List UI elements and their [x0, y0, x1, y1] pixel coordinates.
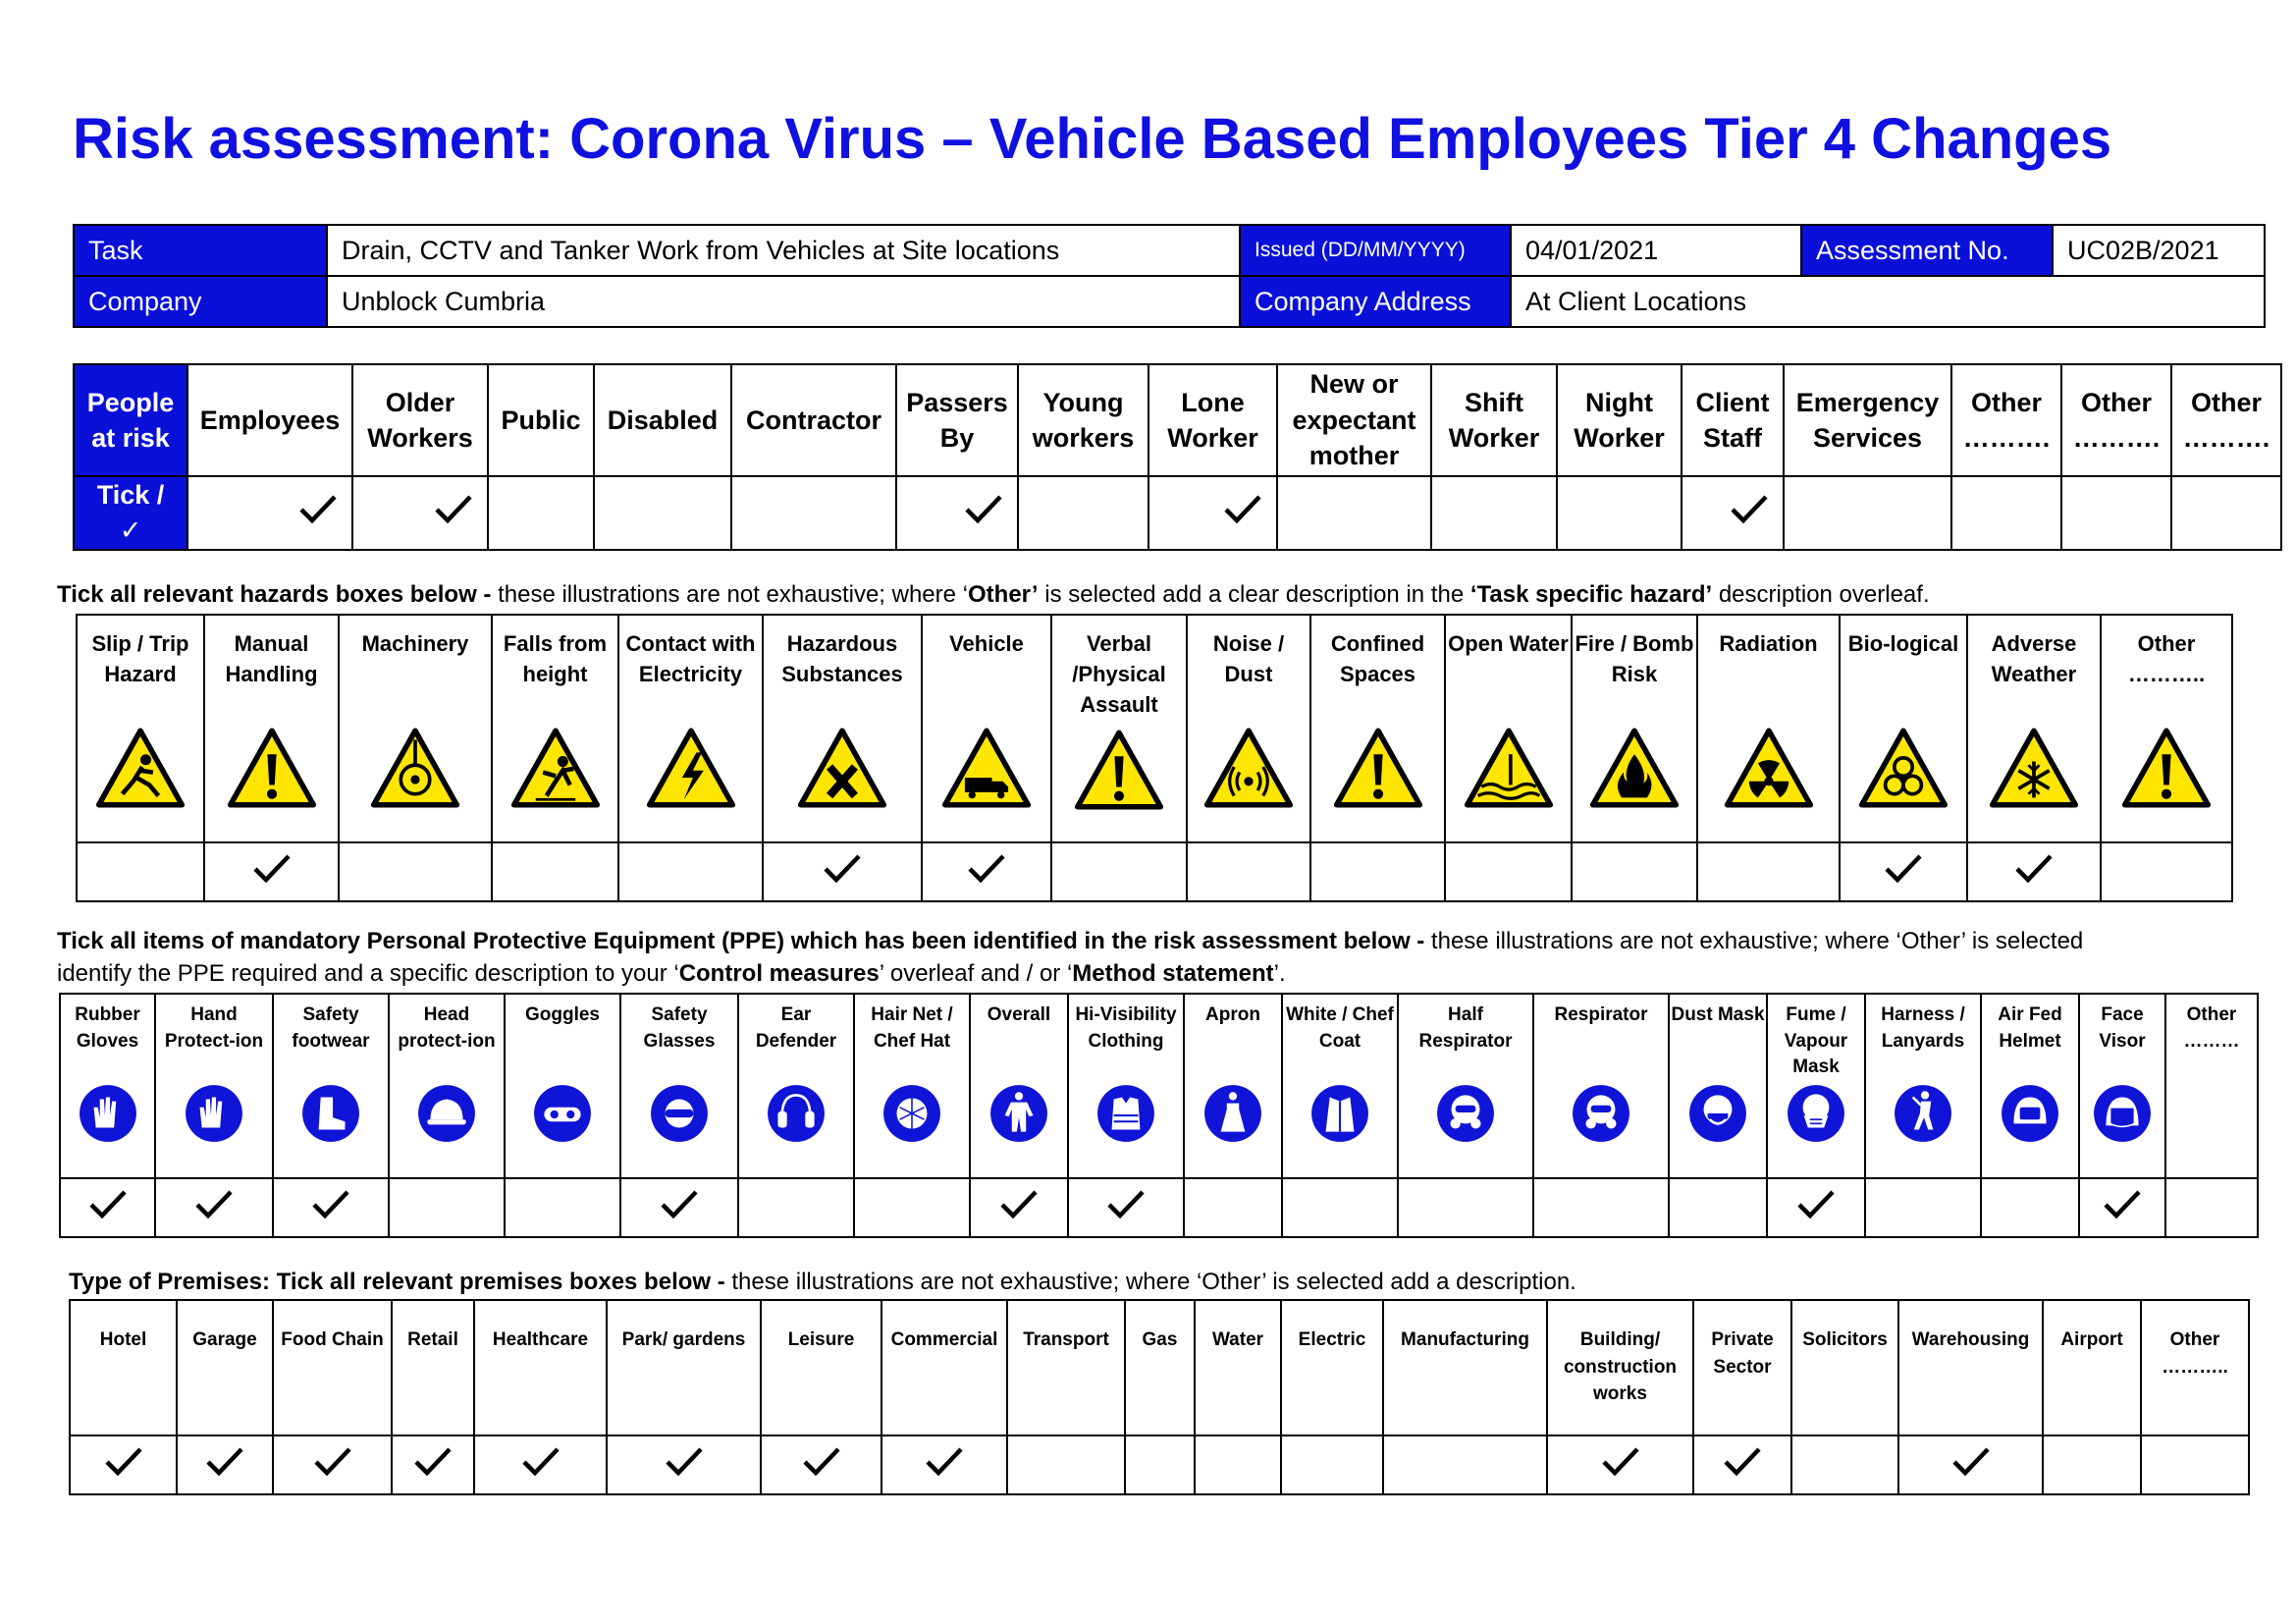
ppe-caption-text-2a: identify the PPE required and a specific description to your ‘: [57, 960, 679, 987]
premises-label: Warehousing: [1898, 1300, 2043, 1435]
hazard-tick-cell[interactable]: [339, 842, 492, 901]
hazard-label: Vehicle: [949, 631, 1024, 656]
ppe-tick-cell[interactable]: [1767, 1178, 1865, 1237]
tick-label: Tick /: [96, 480, 165, 510]
ppe-caption-line-2: [57, 960, 1286, 988]
ppe-tick-cell[interactable]: [2079, 1178, 2165, 1237]
people-column-label: Other ……….: [2171, 364, 2281, 476]
premises-tick-cell[interactable]: [2141, 1435, 2249, 1494]
hazard-cell: [1051, 615, 1187, 842]
hazard-tick-cell[interactable]: [1310, 842, 1445, 901]
hazard-cell: [1445, 615, 1572, 842]
check-mark-icon: [964, 493, 1003, 524]
hazard-label: Confined Spaces: [1330, 631, 1425, 686]
premises-tick-cell[interactable]: [1693, 1435, 1791, 1494]
people-tick-cell[interactable]: [352, 476, 488, 550]
check-mark-icon: [298, 493, 338, 524]
exclamation-warning-icon: [227, 724, 317, 812]
ppe-label: Rubber Gloves: [75, 1004, 140, 1052]
ppe-tick-cell[interactable]: [970, 1178, 1068, 1237]
premises-label: Hotel: [70, 1300, 177, 1435]
goggles-icon: [532, 1083, 593, 1144]
company-label: Company: [74, 276, 327, 327]
boot-icon: [300, 1083, 361, 1144]
ppe-tick-cell[interactable]: [1669, 1178, 1767, 1237]
ppe-cell: [273, 994, 389, 1178]
check-mark-icon: [1884, 852, 1923, 884]
hazards-caption: [57, 581, 1930, 609]
premises-label: Private Sector: [1693, 1300, 1791, 1435]
issued-label: Issued (DD/MM/YYYY): [1240, 225, 1511, 276]
hazard-label: Machinery: [361, 631, 469, 656]
hazard-tick-cell[interactable]: [1051, 842, 1187, 901]
hazard-tick-cell[interactable]: [1445, 842, 1572, 901]
premises-table: [69, 1299, 2250, 1495]
people-column-label: Emergency Services: [1784, 364, 1951, 476]
noise-icon: [1203, 724, 1294, 812]
people-column-label: New or expectant mother: [1277, 364, 1431, 476]
task-label: Task: [74, 225, 327, 276]
premises-tick-cell[interactable]: [1791, 1435, 1898, 1494]
check-mark-icon: [1106, 1188, 1146, 1219]
hazard-cell: [339, 615, 492, 842]
check-mark-icon: [660, 1188, 699, 1219]
hazards-caption-text-1: these illustrations are not exhaustive; where ‘: [491, 581, 968, 608]
check-mark-icon: [1723, 1445, 1762, 1477]
premises-label: Healthcare: [474, 1300, 607, 1435]
premises-caption: [69, 1269, 1576, 1296]
ppe-cell: [60, 994, 155, 1178]
coat-icon: [1309, 1083, 1370, 1144]
people-column-label: Client Staff: [1682, 364, 1784, 476]
ppe-cell: [620, 994, 738, 1178]
hazard-cell: [763, 615, 922, 842]
ppe-cell: [1533, 994, 1669, 1178]
people-column-label: Night Worker: [1557, 364, 1682, 476]
hazard-label: Noise / Dust: [1212, 631, 1285, 686]
harness-icon: [1893, 1083, 1953, 1144]
check-mark-icon: [823, 852, 862, 884]
hazard-label: Slip / Trip Hazard: [91, 631, 189, 686]
hazards-caption-text-3: description overleaf.: [1712, 581, 1930, 608]
ppe-label: Respirator: [1554, 1004, 1648, 1025]
ppe-tick-cell[interactable]: [2165, 1178, 2258, 1237]
hazard-tick-cell[interactable]: [204, 842, 339, 901]
hazard-tick-cell[interactable]: [2101, 842, 2232, 901]
ppe-cell: [1767, 994, 1865, 1178]
ppe-label: Goggles: [524, 1004, 600, 1025]
ppe-label: Head protect-ion: [398, 1004, 496, 1052]
ppe-tick-cell[interactable]: [854, 1178, 970, 1237]
ppe-table: [59, 993, 2259, 1238]
ppe-caption-bold: Tick all items of mandatory Personal Protective Equipment (PPE) which has been identified in the risk assessment below -: [57, 928, 1425, 954]
people-at-risk-table: [73, 363, 2282, 551]
premises-label: Food Chain: [273, 1300, 392, 1435]
snowflake-icon: [1989, 724, 2079, 812]
hazard-cell: [77, 615, 204, 842]
ppe-label: Fume / Vapour Mask: [1784, 1004, 1848, 1078]
ppe-cell: [1282, 994, 1398, 1178]
people-tick-cell[interactable]: [731, 476, 896, 550]
check-mark-icon: [252, 852, 292, 884]
premises-label: Commercial: [881, 1300, 1007, 1435]
hazard-tick-cell[interactable]: [618, 842, 763, 901]
check-mark-icon: [1796, 1188, 1836, 1219]
ppe-label: Harness / Lanyards: [1881, 1004, 1965, 1052]
ppe-cell: [389, 994, 505, 1178]
premises-tick-cell[interactable]: [70, 1435, 177, 1494]
page-title: Risk assessment: Corona Virus – Vehicle Based Employees Tier 4 Changes: [73, 107, 2112, 171]
people-column-label: Older Workers: [352, 364, 488, 476]
ppe-label: White / Chef Coat: [1286, 1004, 1394, 1052]
premises-tick-cell[interactable]: [177, 1435, 273, 1494]
check-mark-icon: [88, 1188, 128, 1219]
check-mark-icon: [665, 1445, 704, 1477]
people-tick-cell[interactable]: [1431, 476, 1557, 550]
check-mark-icon: [434, 493, 473, 524]
ppe-tick-cell[interactable]: [1282, 1178, 1398, 1237]
premises-tick-cell[interactable]: [761, 1435, 881, 1494]
hazard-tick-cell[interactable]: [1967, 842, 2101, 901]
check-mark-icon: [311, 1188, 350, 1219]
mask-icon: [1786, 1083, 1846, 1144]
ppe-label: Safety Glasses: [643, 1004, 716, 1052]
people-column-label: Passers By: [896, 364, 1018, 476]
premises-label: Electric: [1281, 1300, 1383, 1435]
ppe-label: Ear Defender: [755, 1004, 837, 1052]
check-mark-icon: [1601, 1445, 1640, 1477]
people-at-risk-header: People at risk: [74, 364, 187, 476]
dust-mask-icon: [1687, 1083, 1748, 1144]
premises-label: Park/ gardens: [607, 1300, 761, 1435]
address-value[interactable]: At Client Locations: [1511, 276, 2265, 327]
truck-icon: [941, 724, 1032, 812]
radiation-icon: [1724, 724, 1814, 812]
exclamation-warning-icon: [1074, 726, 1164, 814]
premises-label: Building/ construction works: [1547, 1300, 1693, 1435]
hazard-label: Hazardous Substances: [781, 631, 903, 686]
premises-tick-cell[interactable]: [392, 1435, 474, 1494]
ppe-caption-control-measures: Control measures: [678, 960, 880, 987]
ppe-tick-cell[interactable]: [1981, 1178, 2079, 1237]
ppe-label: Hair Net / Chef Hat: [871, 1004, 953, 1052]
hazard-tick-cell[interactable]: [763, 842, 922, 901]
hazards-table: [76, 614, 2233, 902]
check-mark-icon: [1223, 493, 1262, 524]
ppe-caption-text-2c: ’.: [1273, 960, 1286, 987]
tick-label-cell: [74, 476, 187, 550]
check-mark-icon: [925, 1445, 964, 1477]
hazard-label: Open Water: [1448, 631, 1569, 656]
ppe-label: Overall: [987, 1004, 1051, 1025]
premises-tick-cell[interactable]: [1195, 1435, 1281, 1494]
premises-label: Retail: [392, 1300, 474, 1435]
ppe-tick-cell[interactable]: [1184, 1178, 1282, 1237]
ppe-tick-cell[interactable]: [620, 1178, 738, 1237]
people-column-label: Employees: [187, 364, 352, 476]
people-tick-cell[interactable]: [1784, 476, 1951, 550]
ppe-label: Hi-Visibility Clothing: [1075, 1004, 1177, 1052]
premises-tick-cell[interactable]: [1125, 1435, 1195, 1494]
exclamation-warning-icon: [1333, 724, 1423, 812]
flame-icon: [1589, 724, 1680, 812]
ppe-tick-cell[interactable]: [389, 1178, 505, 1237]
hazard-label: Other ………..: [2127, 631, 2206, 686]
ppe-label: Dust Mask: [1671, 1004, 1765, 1025]
people-tick-cell[interactable]: [1018, 476, 1148, 550]
hazard-tick-cell[interactable]: [922, 842, 1051, 901]
hazard-label: Verbal /Physical Assault: [1072, 631, 1166, 717]
biohazard-icon: [1858, 724, 1949, 812]
ppe-label: Half Respirator: [1418, 1004, 1513, 1052]
ppe-label: Hand Protect-ion: [164, 1004, 264, 1052]
ppe-cell: [155, 994, 273, 1178]
hazard-label: Manual Handling: [225, 631, 318, 686]
respirator-icon: [1435, 1083, 1496, 1144]
ppe-cell: [505, 994, 620, 1178]
fall-icon: [510, 724, 601, 812]
people-tick-cell[interactable]: [2061, 476, 2171, 550]
people-tick-cell[interactable]: [1951, 476, 2061, 550]
hazard-cell: [2101, 615, 2232, 842]
tick-symbol: ✓: [119, 515, 142, 546]
check-mark-icon: [205, 1445, 244, 1477]
ppe-cell: [2165, 994, 2258, 1178]
task-info-table: [73, 224, 2266, 328]
premises-label: Gas: [1125, 1300, 1195, 1435]
ppe-tick-cell[interactable]: [155, 1178, 273, 1237]
people-tick-cell[interactable]: [1148, 476, 1277, 550]
check-mark-icon: [999, 1188, 1039, 1219]
hazard-cell: [1187, 615, 1310, 842]
premises-tick-cell[interactable]: [1281, 1435, 1383, 1494]
hazard-label: Bio-logical: [1847, 631, 1959, 656]
hazard-cell: [492, 615, 618, 842]
hazard-cell: [1967, 615, 2101, 842]
people-tick-cell[interactable]: [488, 476, 594, 550]
ppe-cell: [970, 994, 1068, 1178]
respirator-icon: [1571, 1083, 1631, 1144]
people-tick-cell[interactable]: [594, 476, 731, 550]
people-column-label: Young workers: [1018, 364, 1148, 476]
gloves-icon: [184, 1083, 244, 1144]
electricity-icon: [646, 724, 736, 812]
hazard-label: Radiation: [1719, 631, 1818, 656]
address-label: Company Address: [1240, 276, 1511, 327]
check-mark-icon: [104, 1445, 143, 1477]
ppe-cell: [1865, 994, 1981, 1178]
hazards-caption-task-specific: ‘Task specific hazard’: [1469, 581, 1713, 608]
hazard-tick-cell[interactable]: [1840, 842, 1967, 901]
ppe-cell: [738, 994, 854, 1178]
premises-tick-cell[interactable]: [1898, 1435, 2043, 1494]
assessment-label: Assessment No.: [1801, 225, 2053, 276]
task-value[interactable]: Drain, CCTV and Tanker Work from Vehicles at Site locations: [327, 225, 1240, 276]
premises-label: Other ………..: [2141, 1300, 2249, 1435]
premises-tick-cell[interactable]: [273, 1435, 392, 1494]
hazard-tick-cell[interactable]: [492, 842, 618, 901]
gloves-icon: [78, 1083, 138, 1144]
hazard-label: Contact with Electricity: [625, 631, 756, 686]
hi-vis-icon: [1095, 1083, 1156, 1144]
ppe-cell: [1398, 994, 1533, 1178]
ppe-cell: [2079, 994, 2165, 1178]
premises-tick-cell[interactable]: [607, 1435, 761, 1494]
premises-tick-cell[interactable]: [474, 1435, 607, 1494]
people-tick-cell[interactable]: [2171, 476, 2281, 550]
people-tick-cell[interactable]: [896, 476, 1018, 550]
check-mark-icon: [194, 1188, 234, 1219]
check-mark-icon: [2103, 1188, 2142, 1219]
glasses-icon: [649, 1083, 710, 1144]
premises-label: Garage: [177, 1300, 273, 1435]
ear-defender-icon: [766, 1083, 827, 1144]
hazard-tick-cell[interactable]: [1572, 842, 1697, 901]
ppe-tick-cell[interactable]: [1865, 1178, 1981, 1237]
air-helmet-icon: [2000, 1083, 2060, 1144]
people-column-label: Other ……….: [2061, 364, 2171, 476]
premises-caption-bold: Type of Premises: Tick all relevant premises boxes below -: [69, 1269, 725, 1295]
hazard-cell: [204, 615, 339, 842]
machinery-icon: [370, 724, 460, 812]
ppe-cell: [1669, 994, 1767, 1178]
check-mark-icon: [313, 1445, 352, 1477]
check-mark-icon: [967, 852, 1006, 884]
premises-caption-text: these illustrations are not exhaustive; where ‘Other’ is selected add a description.: [724, 1269, 1576, 1295]
ppe-tick-cell[interactable]: [1533, 1178, 1669, 1237]
premises-label: Manufacturing: [1383, 1300, 1547, 1435]
people-column-label: Other ……….: [1951, 364, 2061, 476]
water-icon: [1464, 724, 1554, 812]
premises-label: Water: [1195, 1300, 1281, 1435]
check-mark-icon: [1730, 493, 1769, 524]
ppe-label: Apron: [1205, 1004, 1260, 1025]
people-column-label: Contractor: [731, 364, 896, 476]
ppe-label: Other ………: [2183, 1004, 2240, 1052]
hazard-label: Fire / Bomb Risk: [1575, 631, 1694, 686]
ppe-label: Safety footwear: [292, 1004, 370, 1052]
check-mark-icon: [802, 1445, 841, 1477]
check-mark-icon: [2014, 852, 2054, 884]
hard-hat-icon: [416, 1083, 477, 1144]
check-mark-icon: [413, 1445, 453, 1477]
ppe-cell: [1184, 994, 1282, 1178]
ppe-tick-cell[interactable]: [273, 1178, 389, 1237]
people-tick-cell[interactable]: [1557, 476, 1682, 550]
overall-icon: [988, 1083, 1049, 1144]
ppe-tick-cell[interactable]: [60, 1178, 155, 1237]
check-mark-icon: [521, 1445, 561, 1477]
premises-label: Airport: [2043, 1300, 2141, 1435]
hairnet-icon: [881, 1083, 942, 1144]
hazard-tick-cell[interactable]: [1187, 842, 1310, 901]
people-column-label: Public: [488, 364, 594, 476]
ppe-label: Face Visor: [2099, 1004, 2146, 1052]
company-value[interactable]: Unblock Cumbria: [327, 276, 1240, 327]
ppe-tick-cell[interactable]: [505, 1178, 620, 1237]
apron-icon: [1202, 1083, 1263, 1144]
people-tick-cell[interactable]: [1277, 476, 1431, 550]
ppe-caption-method-statement: Method statement: [1072, 960, 1274, 987]
ppe-caption-text-2b: ’ overleaf and / or ‘: [879, 960, 1073, 987]
ppe-label: Air Fed Helmet: [1998, 1004, 2062, 1052]
people-tick-cell[interactable]: [1682, 476, 1784, 550]
people-tick-cell[interactable]: [187, 476, 352, 550]
people-column-label: Disabled: [594, 364, 731, 476]
hazards-caption-bold: Tick all relevant hazards boxes below -: [57, 581, 492, 608]
hazard-label: Adverse Weather: [1991, 631, 2077, 686]
hazard-tick-cell[interactable]: [1697, 842, 1840, 901]
hazard-tick-cell[interactable]: [77, 842, 204, 901]
assessment-value[interactable]: UC02B/2021: [2053, 225, 2265, 276]
hazard-cell: [1310, 615, 1445, 842]
hazard-cell: [618, 615, 763, 842]
premises-label: Solicitors: [1791, 1300, 1898, 1435]
premises-tick-cell[interactable]: [881, 1435, 1007, 1494]
slip-trip-icon: [95, 724, 186, 812]
harmful-cross-icon: [797, 724, 887, 812]
visor-icon: [2092, 1083, 2153, 1144]
premises-label: Transport: [1007, 1300, 1125, 1435]
premises-tick-cell[interactable]: [1547, 1435, 1693, 1494]
ppe-caption-text-1: these illustrations are not exhaustive; where ‘Other’ is selected: [1424, 928, 2084, 954]
ppe-tick-cell[interactable]: [1398, 1178, 1533, 1237]
hazard-label: Falls from height: [503, 631, 608, 686]
ppe-cell: [1068, 994, 1184, 1178]
premises-tick-cell[interactable]: [2043, 1435, 2141, 1494]
ppe-tick-cell[interactable]: [1068, 1178, 1184, 1237]
hazard-cell: [922, 615, 1051, 842]
ppe-tick-cell[interactable]: [738, 1178, 854, 1237]
premises-tick-cell[interactable]: [1007, 1435, 1125, 1494]
hazard-cell: [1572, 615, 1697, 842]
premises-label: Leisure: [761, 1300, 881, 1435]
hazards-caption-other: Other’: [968, 581, 1039, 608]
issued-value[interactable]: 04/01/2021: [1511, 225, 1801, 276]
hazard-cell: [1697, 615, 1840, 842]
hazards-caption-text-2: is selected add a clear description in the: [1038, 581, 1470, 608]
exclamation-warning-icon: [2121, 724, 2212, 812]
ppe-caption-line-1: [57, 928, 2083, 955]
ppe-cell: [1981, 994, 2079, 1178]
people-column-label: Lone Worker: [1148, 364, 1277, 476]
hazard-cell: [1840, 615, 1967, 842]
check-mark-icon: [1951, 1445, 1991, 1477]
premises-tick-cell[interactable]: [1383, 1435, 1547, 1494]
ppe-cell: [854, 994, 970, 1178]
people-column-label: Shift Worker: [1431, 364, 1557, 476]
